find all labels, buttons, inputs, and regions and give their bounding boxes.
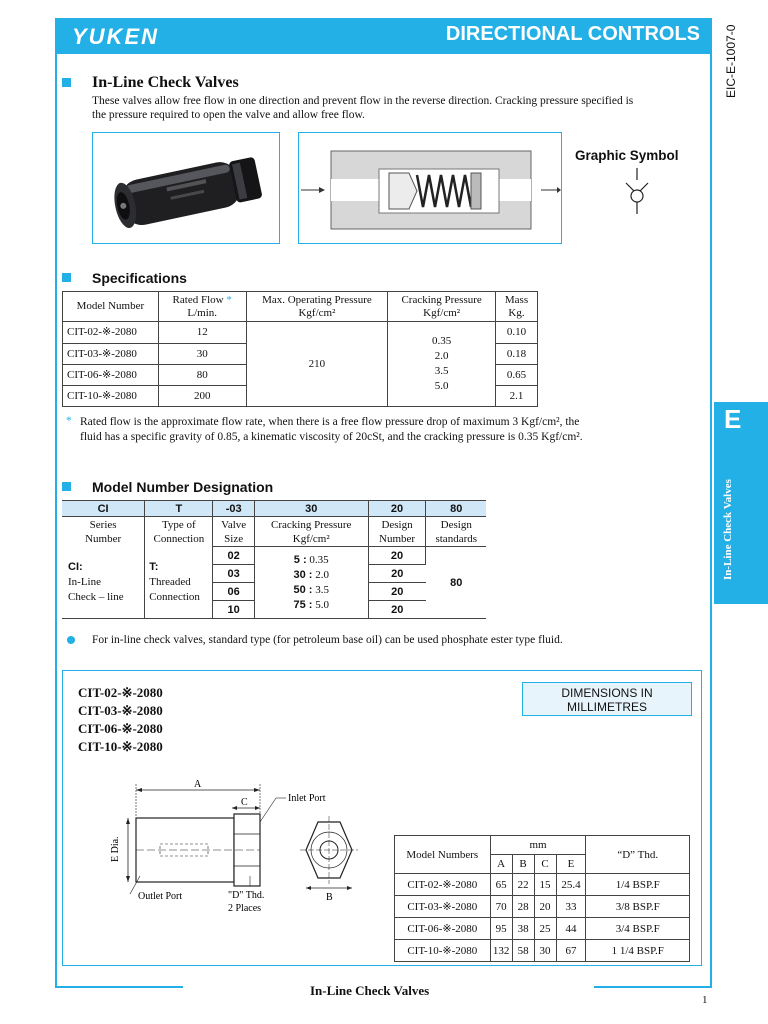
spec-model: CIT-10-※-2080 bbox=[63, 386, 159, 407]
dims-col-b: B bbox=[512, 855, 534, 874]
spec-model: CIT-02-※-2080 bbox=[63, 322, 159, 344]
dims-model: CIT-10-※-2080 bbox=[395, 940, 491, 962]
designation-table bbox=[62, 500, 486, 619]
dimension-model: CIT-02-※-2080 bbox=[78, 685, 163, 700]
frame-bottom-right-border bbox=[594, 986, 712, 988]
dim-b-label: B bbox=[326, 892, 333, 903]
dims-col-mm: mm bbox=[490, 836, 586, 855]
dim-e-label: E Dia. bbox=[110, 836, 121, 862]
desc-size: Valve Size bbox=[213, 517, 254, 547]
code-size: -03 bbox=[213, 501, 254, 517]
code-standards: 80 bbox=[426, 501, 486, 517]
section-tab-letter: E bbox=[724, 404, 742, 434]
dims-col-a: A bbox=[490, 855, 512, 874]
dims-col-e: E bbox=[556, 855, 586, 874]
dims-d: 1/4 BSP.F bbox=[586, 874, 690, 896]
desc-design-number: Design Number bbox=[368, 517, 426, 547]
dims-header-row bbox=[395, 836, 690, 855]
note-asterisk: * bbox=[66, 415, 72, 427]
document-code: EIC-E-1007-0 bbox=[724, 24, 738, 98]
dims-model: CIT-02-※-2080 bbox=[395, 874, 491, 896]
dims-col-models: Model Numbers bbox=[395, 836, 491, 874]
dims-model: CIT-06-※-2080 bbox=[395, 918, 491, 940]
spec-note-line-2: fluid has a specific gravity of 0.85, a kinematic viscosity of 20cSt, and the cracking pressure is 0.35 Kgf/cm². bbox=[80, 431, 583, 443]
intro-text-line-2: the pressure required to open the valve and allow free flow. bbox=[92, 109, 365, 121]
frame-right-border bbox=[710, 18, 712, 986]
table-row bbox=[395, 896, 690, 918]
code-design-number: 20 bbox=[368, 501, 426, 517]
frame-bottom-left-border bbox=[55, 986, 183, 988]
dims-col-c: C bbox=[534, 855, 556, 874]
dimension-model: CIT-03-※-2080 bbox=[78, 703, 163, 718]
size-value: 03 bbox=[213, 565, 254, 583]
dims-c: 20 bbox=[534, 896, 556, 918]
spec-model: CIT-03-※-2080 bbox=[63, 344, 159, 365]
size-value: 06 bbox=[213, 583, 254, 601]
section-bullet bbox=[62, 78, 71, 87]
spec-flow: 30 bbox=[158, 344, 246, 365]
spec-mass: 0.10 bbox=[496, 322, 538, 344]
dim-c-label: C bbox=[241, 797, 248, 808]
table-row bbox=[395, 918, 690, 940]
note-bullet-icon bbox=[67, 636, 75, 644]
connection-detail: T: Threaded Connection bbox=[145, 547, 213, 619]
check-valve-symbol-icon bbox=[620, 168, 654, 214]
dims-d: 1 1/4 BSP.F bbox=[586, 940, 690, 962]
dimensions-table bbox=[394, 835, 690, 962]
design-number-value: 20 bbox=[368, 601, 426, 619]
intro-title: In-Line Check Valves bbox=[92, 74, 239, 91]
spec-mass: 0.65 bbox=[496, 365, 538, 386]
dims-e: 67 bbox=[556, 940, 586, 962]
yuken-logo: YUKEN bbox=[72, 24, 160, 49]
spec-cracking-values: 0.35 2.0 3.5 5.0 bbox=[388, 322, 496, 407]
units-label: DIMENSIONS IN MILLIMETRES bbox=[522, 682, 692, 716]
spec-flow: 12 bbox=[158, 322, 246, 344]
series-detail: CI: In-Line Check – line bbox=[62, 547, 145, 619]
desc-cracking: Cracking Pressure Kgf/cm² bbox=[254, 517, 368, 547]
section-bullet bbox=[62, 273, 71, 282]
spec-col-cracking: Cracking Pressure Kgf/cm² bbox=[388, 292, 496, 322]
dims-col-thread: “D” Thd. bbox=[586, 836, 690, 874]
dims-a: 65 bbox=[490, 874, 512, 896]
dims-c: 25 bbox=[534, 918, 556, 940]
table-row bbox=[62, 547, 486, 565]
dim-a-label: A bbox=[194, 779, 202, 790]
spec-mass: 0.18 bbox=[496, 344, 538, 365]
spec-model: CIT-06-※-2080 bbox=[63, 365, 159, 386]
specifications-table bbox=[62, 291, 538, 407]
page-title: DIRECTIONAL CONTROLS bbox=[445, 23, 700, 45]
spec-col-flow: Rated Flow * L/min. bbox=[158, 292, 246, 322]
spec-header-row bbox=[63, 292, 538, 322]
dims-a: 95 bbox=[490, 918, 512, 940]
frame-left-border bbox=[55, 18, 57, 986]
desc-series: Series Number bbox=[62, 517, 145, 547]
table-row bbox=[63, 322, 538, 344]
dims-e: 25.4 bbox=[556, 874, 586, 896]
spec-flow: 200 bbox=[158, 386, 246, 407]
spec-col-mass: Mass Kg. bbox=[496, 292, 538, 322]
dims-b: 22 bbox=[512, 874, 534, 896]
table-row bbox=[395, 940, 690, 962]
product-photo bbox=[92, 132, 280, 244]
design-number-value: 20 bbox=[368, 565, 426, 583]
dims-d: 3/4 BSP.F bbox=[586, 918, 690, 940]
dims-e: 44 bbox=[556, 918, 586, 940]
code-series: CI bbox=[62, 501, 145, 517]
code-cracking: 30 bbox=[254, 501, 368, 517]
dimension-model: CIT-10-※-2080 bbox=[78, 739, 163, 754]
desc-standards: Design standards bbox=[435, 518, 478, 545]
dims-b: 58 bbox=[512, 940, 534, 962]
spec-max-pressure: 210 bbox=[246, 322, 388, 407]
page-number: 1 bbox=[702, 994, 708, 1006]
designation-code-row bbox=[62, 501, 486, 517]
spec-col-model: Model Number bbox=[63, 292, 159, 322]
standard-value: 80 bbox=[426, 547, 486, 619]
graphic-symbol-label: Graphic Symbol bbox=[575, 148, 679, 163]
dims-d: 3/8 BSP.F bbox=[586, 896, 690, 918]
designation-desc-row bbox=[62, 517, 486, 547]
spec-col-pressure: Max. Operating Pressure Kgf/cm² bbox=[246, 292, 388, 322]
dimension-drawing bbox=[100, 776, 390, 916]
spec-flow: 80 bbox=[158, 365, 246, 386]
desc-connection: Type of Connection bbox=[145, 517, 213, 547]
inlet-port-label: Inlet Port bbox=[288, 793, 326, 804]
section-bullet bbox=[62, 482, 71, 491]
design-number-value: 20 bbox=[368, 547, 426, 565]
dims-e: 33 bbox=[556, 896, 586, 918]
footer-title: In-Line Check Valves bbox=[310, 983, 430, 998]
dimension-model: CIT-06-※-2080 bbox=[78, 721, 163, 736]
thread-label: "D" Thd. bbox=[228, 890, 265, 901]
designation-note: For in-line check valves, standard type (for petroleum base oil) can be used phosphate ester type fluid. bbox=[92, 634, 563, 646]
design-number-value: 20 bbox=[368, 583, 426, 601]
dimension-model-list bbox=[78, 684, 163, 756]
cutaway-drawing bbox=[298, 132, 562, 244]
outlet-port-label: Outlet Port bbox=[138, 891, 183, 902]
size-value: 02 bbox=[213, 547, 254, 565]
dims-model: CIT-03-※-2080 bbox=[395, 896, 491, 918]
dims-b: 38 bbox=[512, 918, 534, 940]
spec-note-line-1: Rated flow is the approximate flow rate, when there is a free flow pressure drop of maximum 3 Kgf/cm², the bbox=[80, 416, 580, 428]
code-connection: T bbox=[145, 501, 213, 517]
table-row bbox=[395, 874, 690, 896]
spec-mass: 2.1 bbox=[496, 386, 538, 407]
designation-title: Model Number Designation bbox=[92, 479, 274, 495]
cracking-options: 5 : 0.35 30 : 2.0 50 : 3.5 75 : 5.0 bbox=[254, 547, 368, 619]
dims-c: 30 bbox=[534, 940, 556, 962]
dims-a: 132 bbox=[490, 940, 512, 962]
dims-b: 28 bbox=[512, 896, 534, 918]
dims-c: 15 bbox=[534, 874, 556, 896]
thread-places-label: 2 Places bbox=[228, 903, 262, 914]
dims-a: 70 bbox=[490, 896, 512, 918]
size-value: 10 bbox=[213, 601, 254, 619]
specifications-title: Specifications bbox=[92, 270, 187, 286]
section-tab-label: In-Line Check Valves bbox=[722, 479, 734, 580]
intro-text-line-1: These valves allow free flow in one direction and prevent flow in the reverse direction. Cracking pressure specified is bbox=[92, 95, 634, 107]
